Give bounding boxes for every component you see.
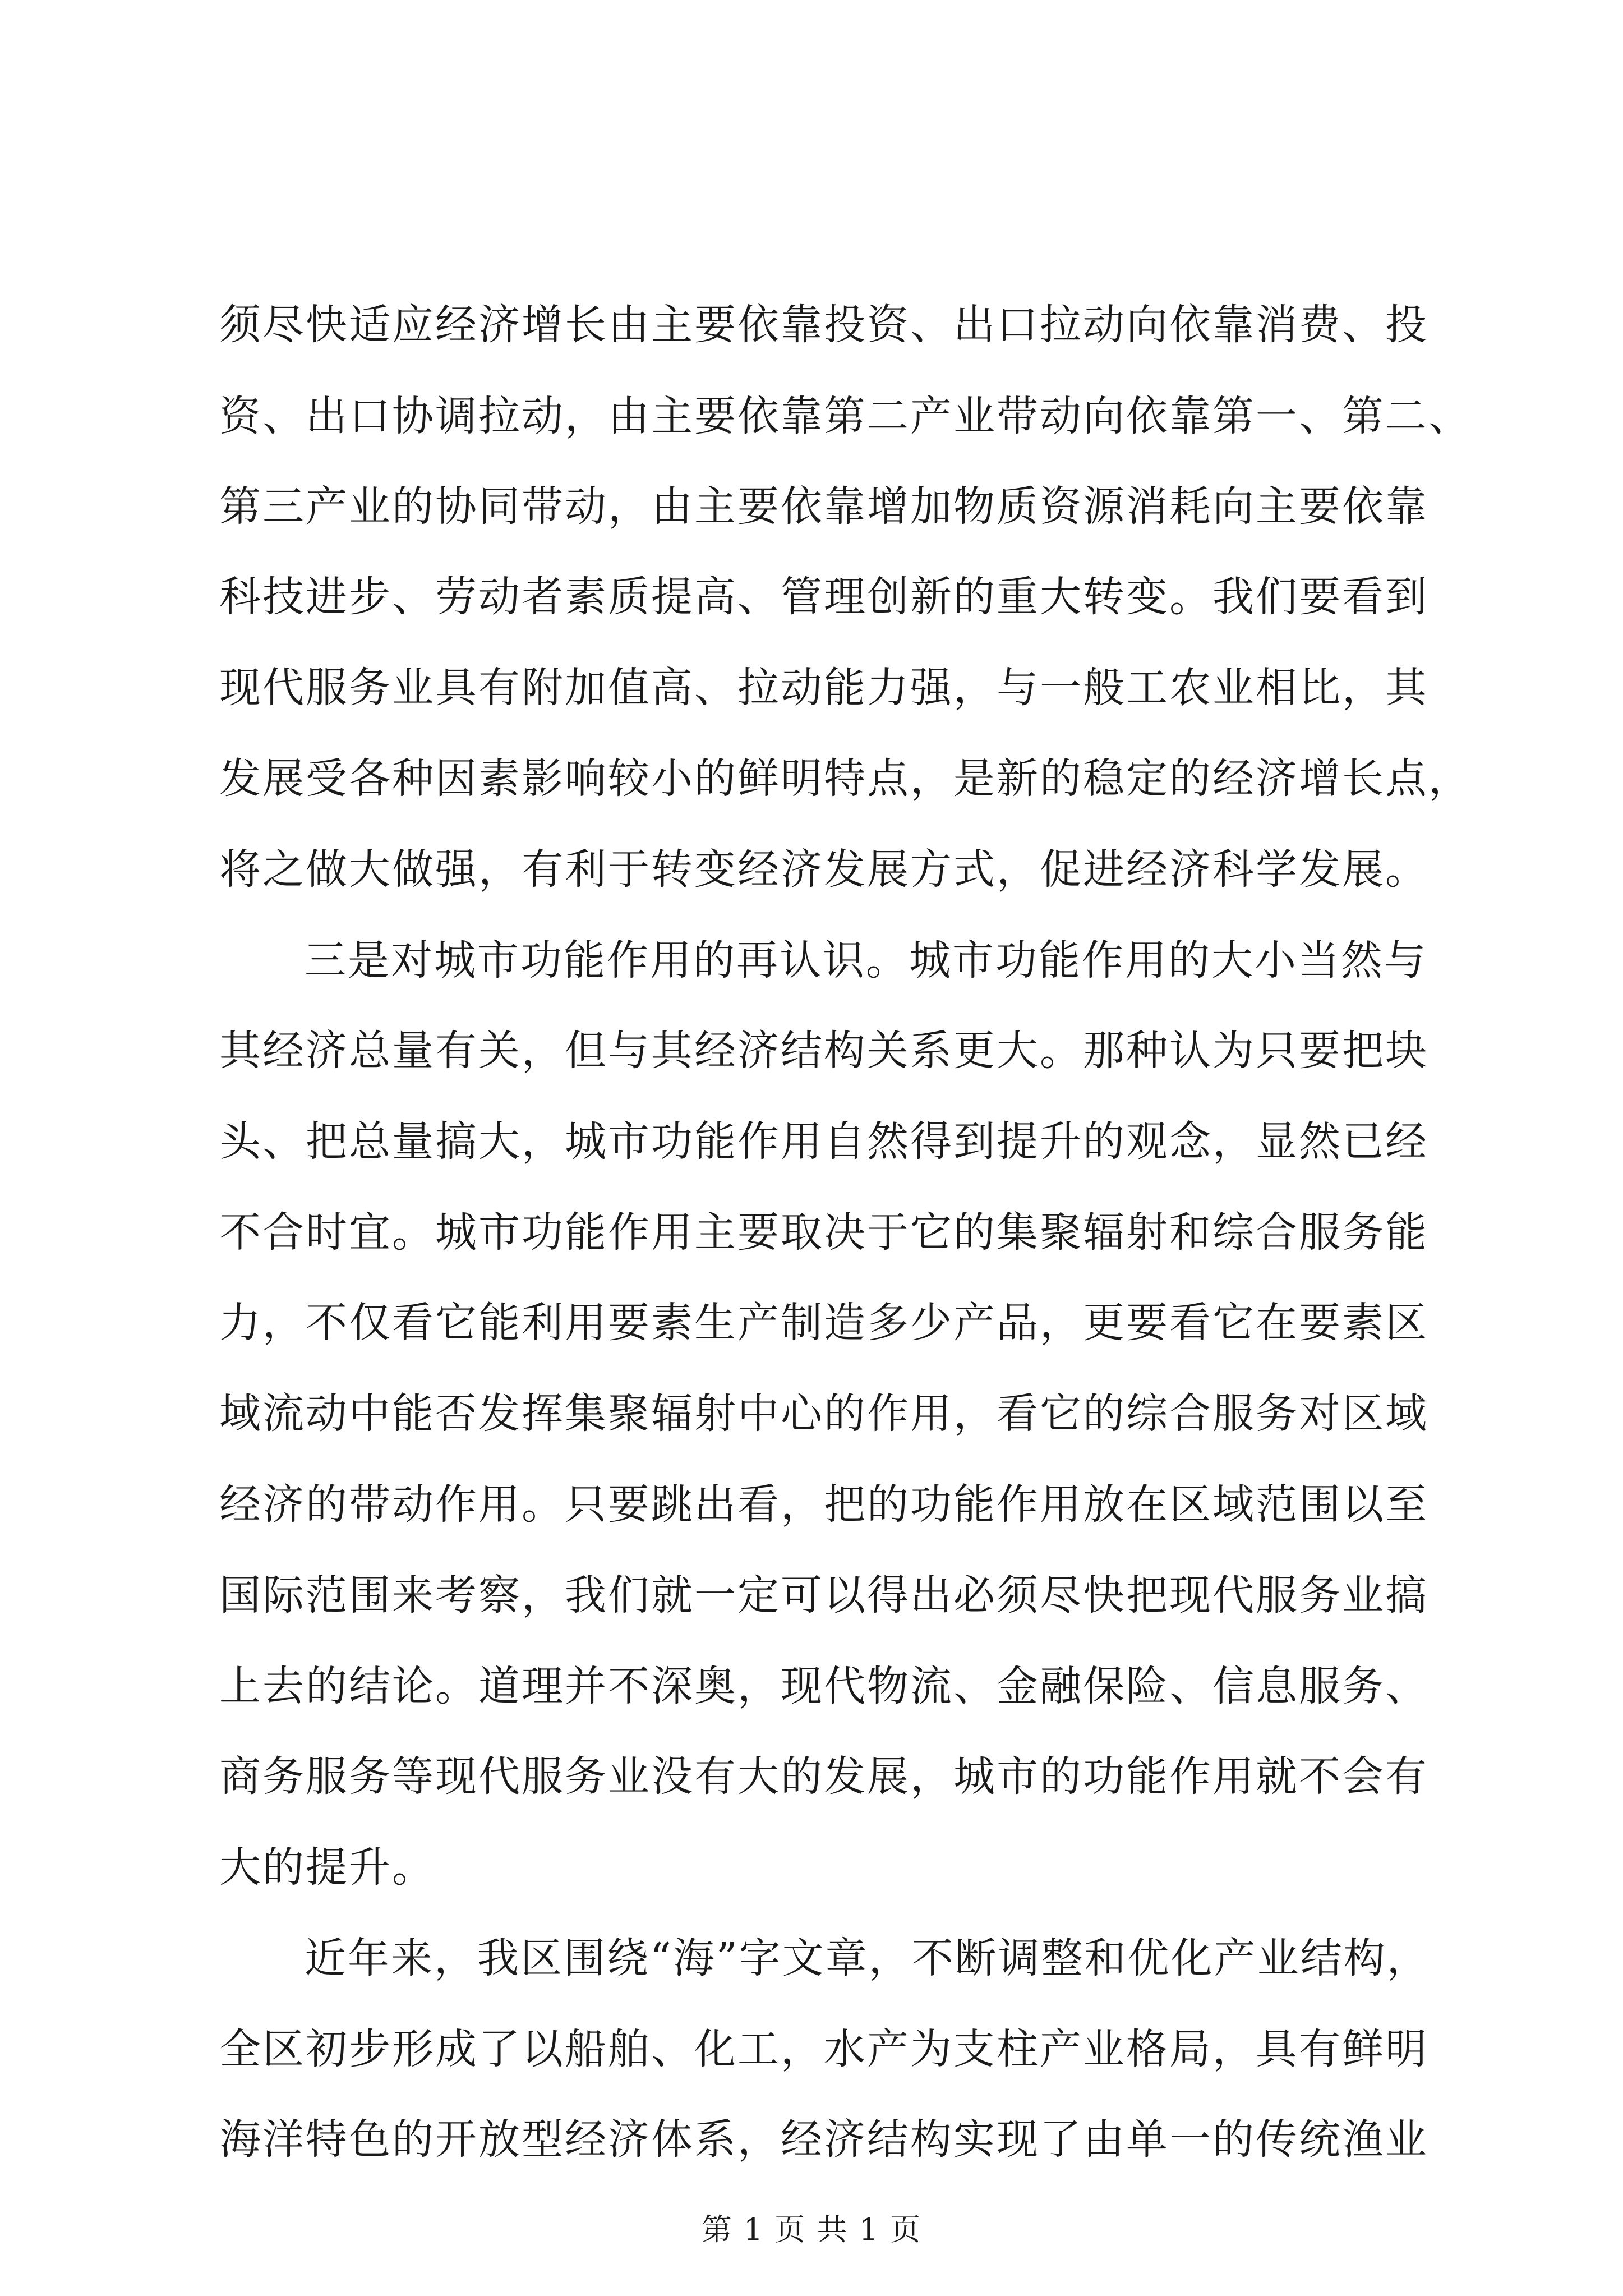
paragraph-first-line: 近年来，我区围绕“海”字文章，不断调整和优化产业结构， [305, 1934, 1430, 1982]
text-line: 须尽快适应经济增长由主要依靠投资、出口拉动向依靠消费、投 [219, 301, 1428, 349]
text-line: 上去的结论。道理并不深奥，现代物流、金融保险、信息服务、 [219, 1662, 1428, 1710]
text-line: 全区初步形成了以船舶、化工，水产为支柱产业格局，具有鲜明 [219, 2025, 1428, 2073]
paragraph-last-line: 大的提升。 [219, 1843, 435, 1892]
paragraph-first-line: 三是对城市功能作用的再认识。城市功能作用的大小当然与 [305, 936, 1427, 984]
text-line: 资、出口协调拉动，由主要依靠第二产业带动向依靠第一、第二、 [219, 392, 1472, 440]
text-line: 头、把总量搞大，城市功能作用自然得到提升的观念，显然已经 [219, 1117, 1428, 1166]
text-line: 科技进步、劳动者素质提高、管理创新的重大转变。我们要看到 [219, 573, 1428, 621]
text-line: 不合时宜。城市功能作用主要取决于它的集聚辐射和综合服务能 [219, 1208, 1428, 1257]
text-line: 其经济总量有关，但与其经济结构关系更大。那种认为只要把块 [219, 1027, 1428, 1075]
text-line: 商务服务等现代服务业没有大的发展，城市的功能作用就不会有 [219, 1752, 1428, 1801]
text-line: 现代服务业具有附加值高、拉动能力强，与一般工农业相比，其 [219, 664, 1428, 712]
text-line: 海洋特色的开放型经济体系，经济结构实现了由单一的传统渔业 [219, 2115, 1428, 2164]
text-line: 将之做大做强，有利于转变经济发展方式，促进经济科学发展。 [219, 845, 1428, 894]
text-line: 第三产业的协同带动，由主要依靠增加物质资源消耗向主要依靠 [219, 482, 1428, 531]
text-line: 国际范围来考察，我们就一定可以得出必须尽快把现代服务业搞 [219, 1571, 1428, 1619]
page-number-footer: 第 1 页 共 1 页 [701, 2212, 922, 2247]
text-line: 经济的带动作用。只要跳出看，把的功能作用放在区域范围以至 [219, 1480, 1428, 1529]
text-line: 力，不仅看它能利用要素生产制造多少产品，更要看它在要素区 [219, 1299, 1428, 1347]
text-line: 发展受各种因素影响较小的鲜明特点，是新的稳定的经济增长点， [219, 754, 1472, 803]
text-line: 域流动中能否发挥集聚辐射中心的作用，看它的综合服务对区域 [219, 1389, 1428, 1438]
